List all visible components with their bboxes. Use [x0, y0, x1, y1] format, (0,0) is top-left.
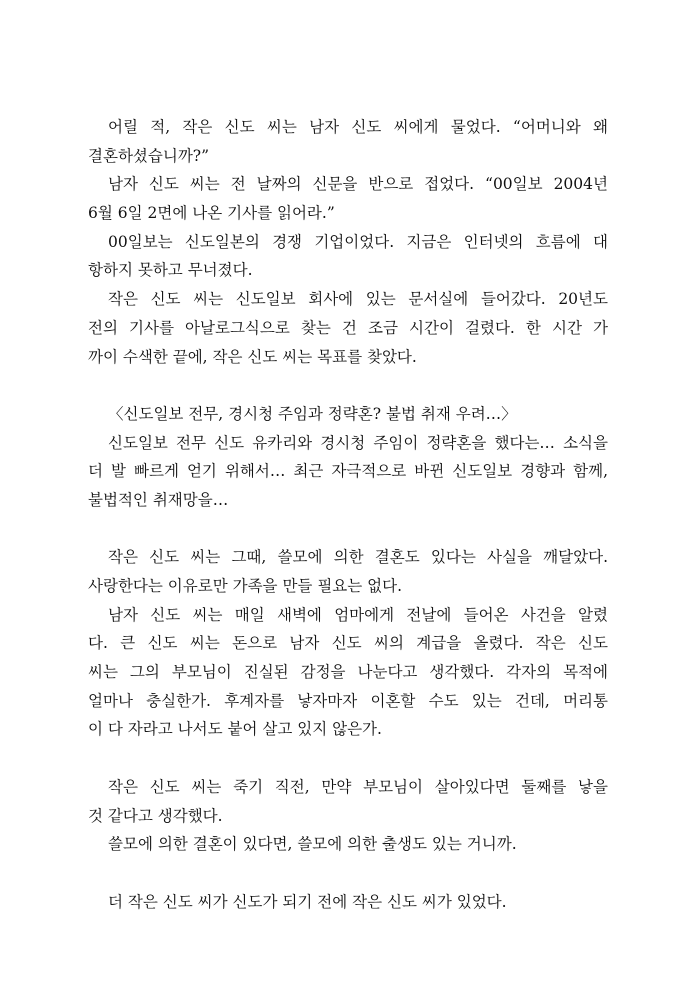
- article-headline: 〈신도일보 전무, 경시청 주임과 정략혼? 불법 취재 우려…〉: [108, 404, 517, 423]
- story-text: [88, 113, 608, 916]
- paragraph-line: 작은 신도 씨는 죽기 직전, 만약 부모님이 살아있다면 둘째를 낳을: [108, 777, 608, 796]
- paragraph-spacer: [88, 371, 608, 400]
- paragraph-line: 결혼하셨습니까?”: [88, 146, 210, 165]
- closing-line: 더 작은 신도 씨가 신도가 되기 전에 작은 신도 씨가 있었다.: [108, 892, 507, 911]
- paragraph-line: 다. 큰 신도 씨는 돈으로 남자 신도 씨의 계급을 올렸다. 작은 신도: [88, 634, 608, 653]
- paragraph-line: 얼마나 충실한가. 후계자를 낳자마자 이혼할 수도 있는 건데, 머리통: [88, 691, 608, 710]
- paragraph-line: 이 다 자라고 나서도 붙어 살고 있지 않은가.: [88, 720, 382, 739]
- paragraph-spacer: [88, 744, 608, 773]
- paragraph-spacer: [88, 859, 608, 888]
- paragraph-line: 전의 기사를 아날로그식으로 찾는 건 조금 시간이 걸렸다. 한 시간 가: [88, 318, 608, 337]
- paragraph-line: 작은 신도 씨는 신도일보 회사에 있는 문서실에 들어갔다. 20년도: [108, 290, 608, 309]
- paragraph-line: 쓸모에 의한 결혼이 있다면, 쓸모에 의한 출생도 있는 거니까.: [108, 835, 517, 854]
- paragraph-line: 어릴 적, 작은 신도 씨는 남자 신도 씨에게 물었다. “어머니와 왜: [108, 118, 608, 136]
- paragraph-line: 남자 신도 씨는 전 날짜의 신문을 반으로 접었다. “00일보 2004년: [108, 175, 608, 194]
- paragraph-spacer: [88, 515, 608, 544]
- paragraph-line: 것 같다고 생각했다.: [88, 806, 223, 825]
- paragraph-line: 6월 6일 2면에 나온 기사를 읽어라.”: [88, 204, 335, 223]
- article-excerpt-line: 불법적인 취재망을…: [88, 490, 229, 509]
- paragraph-line: 작은 신도 씨는 그때, 쓸모에 의한 결혼도 있다는 사실을 깨달았다.: [108, 548, 608, 567]
- paragraph-line: 00일보는 신도일본의 경쟁 기업이었다. 지금은 인터넷의 흐름에 대: [108, 232, 608, 251]
- paragraph-line: 항하지 못하고 무너졌다.: [88, 261, 253, 280]
- paragraph-line: 남자 신도 씨는 매일 새벽에 엄마에게 전날에 들어온 사건을 알렸: [108, 605, 608, 624]
- paragraph-line: 사랑한다는 이유로만 가족을 만들 필요는 없다.: [88, 577, 403, 595]
- paragraph-line: 까이 수색한 끝에, 작은 신도 씨는 목표를 찾았다.: [88, 347, 417, 366]
- paragraph-line: 씨는 그의 부모님이 진실된 감정을 나눈다고 생각했다. 각자의 목적에: [88, 663, 608, 682]
- article-excerpt-line: 신도일보 전무 신도 유카리와 경시청 주임이 정략혼을 했다는… 소식을: [108, 433, 608, 452]
- article-excerpt-line: 더 발 빠르게 얻기 위해서… 최근 자극적으로 바뀐 신도일보 경향과 함께,: [88, 462, 608, 481]
